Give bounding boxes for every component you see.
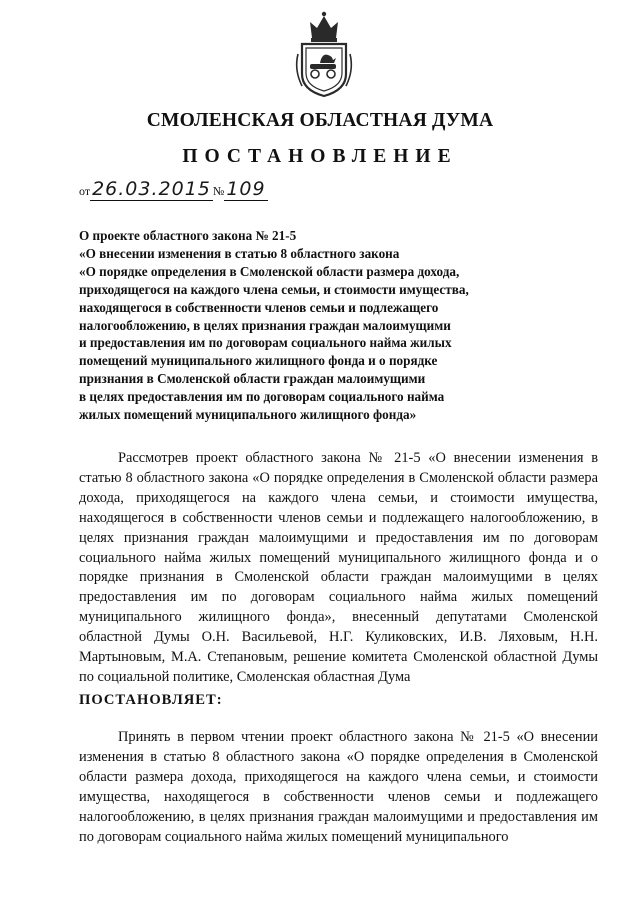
preamble-text: Рассмотрев проект областного закона № 21-5 «О внесении изменения в статью 8 областного закона «О порядке определения в Смоленской области размера дохода, приходящегося на каждого члена семьи, и стоимости имущества, находящегося в собственности членов семьи и подлежащего налогообложению, в целях признания граждан малоимущими и предоставления им по договорам социального найма жилых помещений муниципального жилищного фонда и о порядке признания в Смоленской области граждан малоимущими в целях предоставления им по договорам социального найма жилых помещений муниципального жилищного фонда», внесенный депутатами Смоленской областной Думы О.Н. Васильевой, Н.Г. Куликовских, И.В. Ляховым, Н.Н. Мартыновым, М.А. Степановым, решение комитета Смоленской областной Думы по социальной политике, Смоленская областная Дума bbox=[79, 450, 598, 685]
subject-line: «О порядке определения в Смоленской области размера дохода, bbox=[79, 263, 460, 279]
subject-line: в целях предоставления им по договорам социального найма bbox=[79, 389, 445, 405]
subject-line: О проекте областного закона № 21-5 bbox=[79, 228, 297, 243]
date-underline bbox=[90, 180, 213, 201]
handwritten-date: 26.03.2015 bbox=[92, 178, 211, 200]
handwritten-number: 109 bbox=[226, 178, 266, 200]
document-subject bbox=[79, 227, 539, 424]
date-number-line bbox=[79, 180, 268, 201]
item-1-paragraph bbox=[79, 728, 598, 847]
document-type-title: ПОСТАНОВЛЕНИЕ bbox=[182, 146, 458, 167]
smolensk-coat-of-arms-icon bbox=[292, 8, 356, 100]
subject-line: признания в Смоленской области граждан малоимущими bbox=[79, 371, 426, 387]
subject-line: жилых помещений муниципального жилищного фонда» bbox=[79, 407, 417, 423]
number-prefix: № bbox=[212, 184, 225, 198]
subject-line: помещений муниципального жилищного фонда и о порядке bbox=[79, 353, 438, 369]
item-1-text: Принять в первом чтении проект областного закона № 21-5 «О внесении изменения в статью 8 областного закона «О порядке определения в Смоленской области размера дохода, приходящегося на каждого члена семьи, и стоимости имущества, находящегося в собственности членов семьи и подлежащего налогообложению, в целях признания граждан малоимущими и предоставления им по договорам социального найма жилых помещений муниципального bbox=[79, 729, 598, 845]
subject-line: и предоставления им по договорам социального найма жилых bbox=[79, 335, 452, 351]
subject-line: находящегося в собственности членов семьи и подлежащего bbox=[79, 299, 439, 315]
subject-line: приходящегося на каждого члена семьи, и стоимости имущества, bbox=[79, 281, 469, 297]
preamble-paragraph bbox=[79, 449, 598, 688]
organization-title: СМОЛЕНСКАЯ ОБЛАСТНАЯ ДУМА bbox=[146, 110, 494, 131]
subject-line: «О внесении изменения в статью 8 областного закона bbox=[79, 245, 400, 261]
decree-word: ПОСТАНОВЛЯЕТ: bbox=[79, 692, 223, 708]
date-prefix: от bbox=[79, 184, 91, 198]
number-underline bbox=[224, 180, 267, 201]
subject-line: налогообложению, в целях признания граждан малоимущими bbox=[79, 317, 451, 333]
